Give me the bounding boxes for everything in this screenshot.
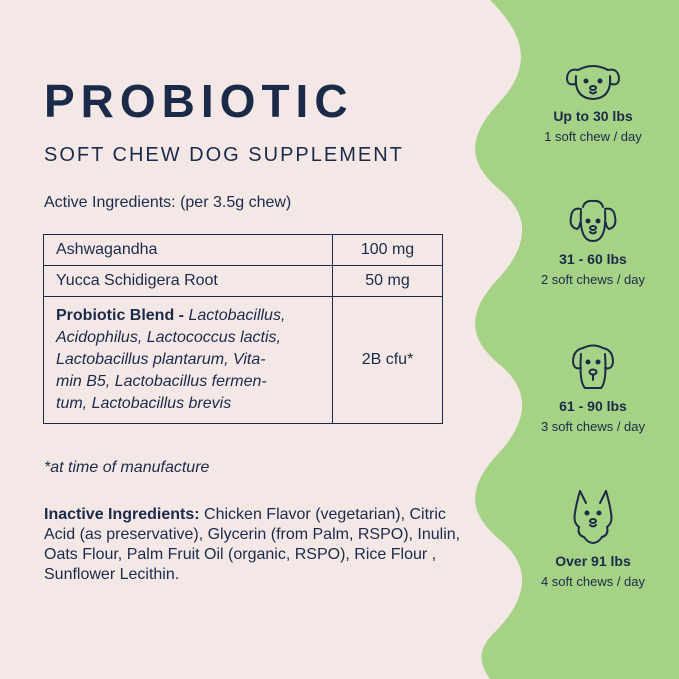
small-dog-icon — [564, 62, 622, 102]
ingredient-name: Ashwagandha — [44, 235, 333, 266]
retriever-icon — [569, 342, 617, 392]
weight-range: 61 - 90 lbs — [559, 398, 627, 414]
dosage-item — [512, 62, 674, 144]
inactive-ingredients-text: Chicken Flavor (vegetarian), Citric Acid (as preservative), Glycerin (from Palm, RSPO), Inulin, Oats Flour, Palm Fruit Oil (organic, RSPO), Rice Flour , Sunflower Lecithin. — [44, 506, 461, 583]
probiotic-blend-cell — [44, 297, 333, 424]
product-subtitle: SOFT CHEW DOG SUPPLEMENT — [44, 144, 404, 166]
dosage-item — [512, 342, 674, 434]
ingredient-amount: 50 mg — [333, 266, 443, 297]
blend-strains: min B5, Lactobacillus fermen- — [56, 373, 267, 390]
ingredients-table — [43, 234, 443, 424]
chew-count: 4 soft chews / day — [540, 574, 646, 589]
blend-strains: tum, Lactobacillus brevis — [56, 395, 232, 412]
weight-range: 31 - 60 lbs — [559, 251, 627, 267]
weight-range: Over 91 lbs — [555, 553, 631, 569]
table-row — [44, 235, 443, 266]
dosage-item — [512, 487, 674, 589]
product-title: PROBIOTIC — [44, 75, 354, 127]
active-ingredients-heading — [44, 194, 291, 212]
weight-range: Up to 30 lbs — [553, 108, 633, 124]
blend-strains: Lactobacillus plantarum, Vita- — [56, 351, 266, 368]
footnote: *at time of manufacture — [44, 459, 210, 476]
inactive-ingredients-label: Inactive Ingredients: — [44, 506, 200, 523]
ingredient-name: Yucca Schidigera Root — [44, 266, 333, 297]
chew-count: 2 soft chews / day — [540, 272, 646, 287]
fluffy-dog-icon — [570, 487, 616, 547]
dosage-item — [512, 197, 674, 287]
poodle-icon — [567, 197, 619, 245]
chew-count: 3 soft chews / day — [540, 419, 646, 434]
blend-name: Probiotic Blend - — [56, 307, 184, 324]
serving-size: (per 3.5g chew) — [180, 194, 292, 211]
table-row — [44, 297, 443, 424]
inactive-ingredients — [44, 505, 464, 585]
ingredient-amount: 100 mg — [333, 235, 443, 266]
active-ingredients-label: Active Ingredients: — [44, 194, 176, 211]
blend-strains: Lactobacillus, — [188, 307, 286, 324]
chew-count: 1 soft chew / day — [544, 129, 642, 144]
table-row — [44, 266, 443, 297]
blend-amount: 2B cfu* — [333, 297, 443, 424]
blend-strains: Acidophilus, Lactococcus lactis, — [56, 329, 281, 346]
